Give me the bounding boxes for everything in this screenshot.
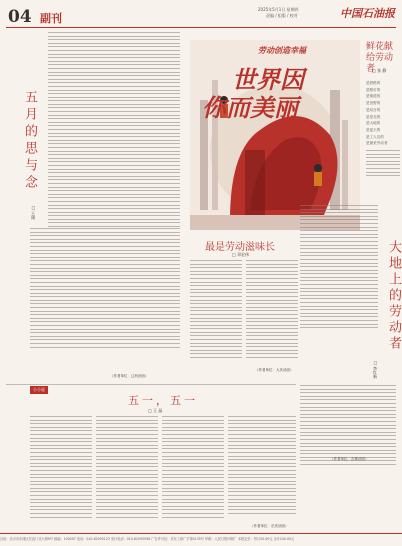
poster-slogan: 劳动创造幸福 [258, 46, 306, 55]
poem-line: 是路灯的 [366, 87, 381, 92]
page-number: 04 [8, 7, 32, 27]
left-article-body [48, 32, 180, 230]
footer-info: 社址：北京市东城区东直门北大街9号 邮编：100007 电话：010-62095123 发行电话：010-62095098 广告许可证：京东工商广字第0135号 印刷：人民日报印刷厂 本报定价：每月20.00元 全年240.00元 [0, 537, 295, 541]
left-article-body-lower [30, 228, 180, 350]
center-article-body-col2 [246, 260, 298, 361]
bottom-source-note: （作者单位：长庆油田） [250, 524, 289, 528]
poem-line: 是大地的 [366, 121, 381, 126]
poem-line: 是田野的 [366, 101, 381, 106]
bottom-article-col3 [162, 416, 224, 520]
poem-line: 是铁路的 [366, 81, 381, 85]
center-article-title: 最是劳动滋味长 [205, 242, 275, 253]
center-source-note: （作者单位：大庆油田） [255, 368, 294, 372]
right-source-note: （作者单位：吉林油田） [330, 457, 369, 461]
poem-line: 是最美劳动者 [366, 141, 388, 146]
left-article-author: □ 王刚 [31, 205, 36, 220]
right-top-body [366, 150, 400, 179]
bottom-article-author: □ 王 晶 [148, 408, 163, 413]
issue-date: 2025年5月1日 星期四 [258, 7, 299, 12]
right-mid-article-author: □ 李红新 [373, 360, 378, 379]
right-mid-article-title: 大地上的劳动者 [386, 240, 401, 352]
right-top-article-title: 鲜花献给劳动者 [366, 42, 394, 74]
bottom-article-col1 [30, 416, 92, 520]
poem-line: 是蓝天的 [366, 127, 381, 132]
bottom-article-title: 五一，五一 [128, 394, 198, 407]
poster-headline-line2: 你而美丽 [202, 93, 298, 122]
poem-line: 是站台的 [366, 107, 381, 112]
poster-headline-line1: 世界因 [232, 65, 304, 94]
right-top-poem [366, 80, 400, 147]
right-top-article-author: □ 张 静 [372, 68, 387, 73]
poem-line: 是星光的 [366, 114, 381, 119]
section-divider [6, 384, 296, 385]
poem-line: 是街道的 [366, 94, 381, 99]
right-mid-body [300, 205, 378, 331]
center-article-author: □ 邓宏伟 [232, 252, 250, 257]
center-article-body-col1 [190, 260, 242, 361]
section-title: 副刊 [40, 12, 62, 25]
editors-line: 责编 / 组版 / 校对 [266, 13, 298, 18]
header-rule [6, 27, 396, 28]
footer-rule [0, 533, 402, 534]
right-mid-body-lower [300, 385, 396, 468]
poem-line: 是工人们的 [366, 134, 384, 139]
bottom-article-col2 [96, 416, 158, 520]
column-tag: 小小说 [30, 386, 48, 394]
bottom-article-col4 [228, 416, 296, 517]
left-source-note: （作者单位：辽河油田） [110, 374, 149, 378]
masthead: 中国石油报 [340, 7, 395, 20]
left-article-title: 五月的思与念 [22, 90, 37, 192]
